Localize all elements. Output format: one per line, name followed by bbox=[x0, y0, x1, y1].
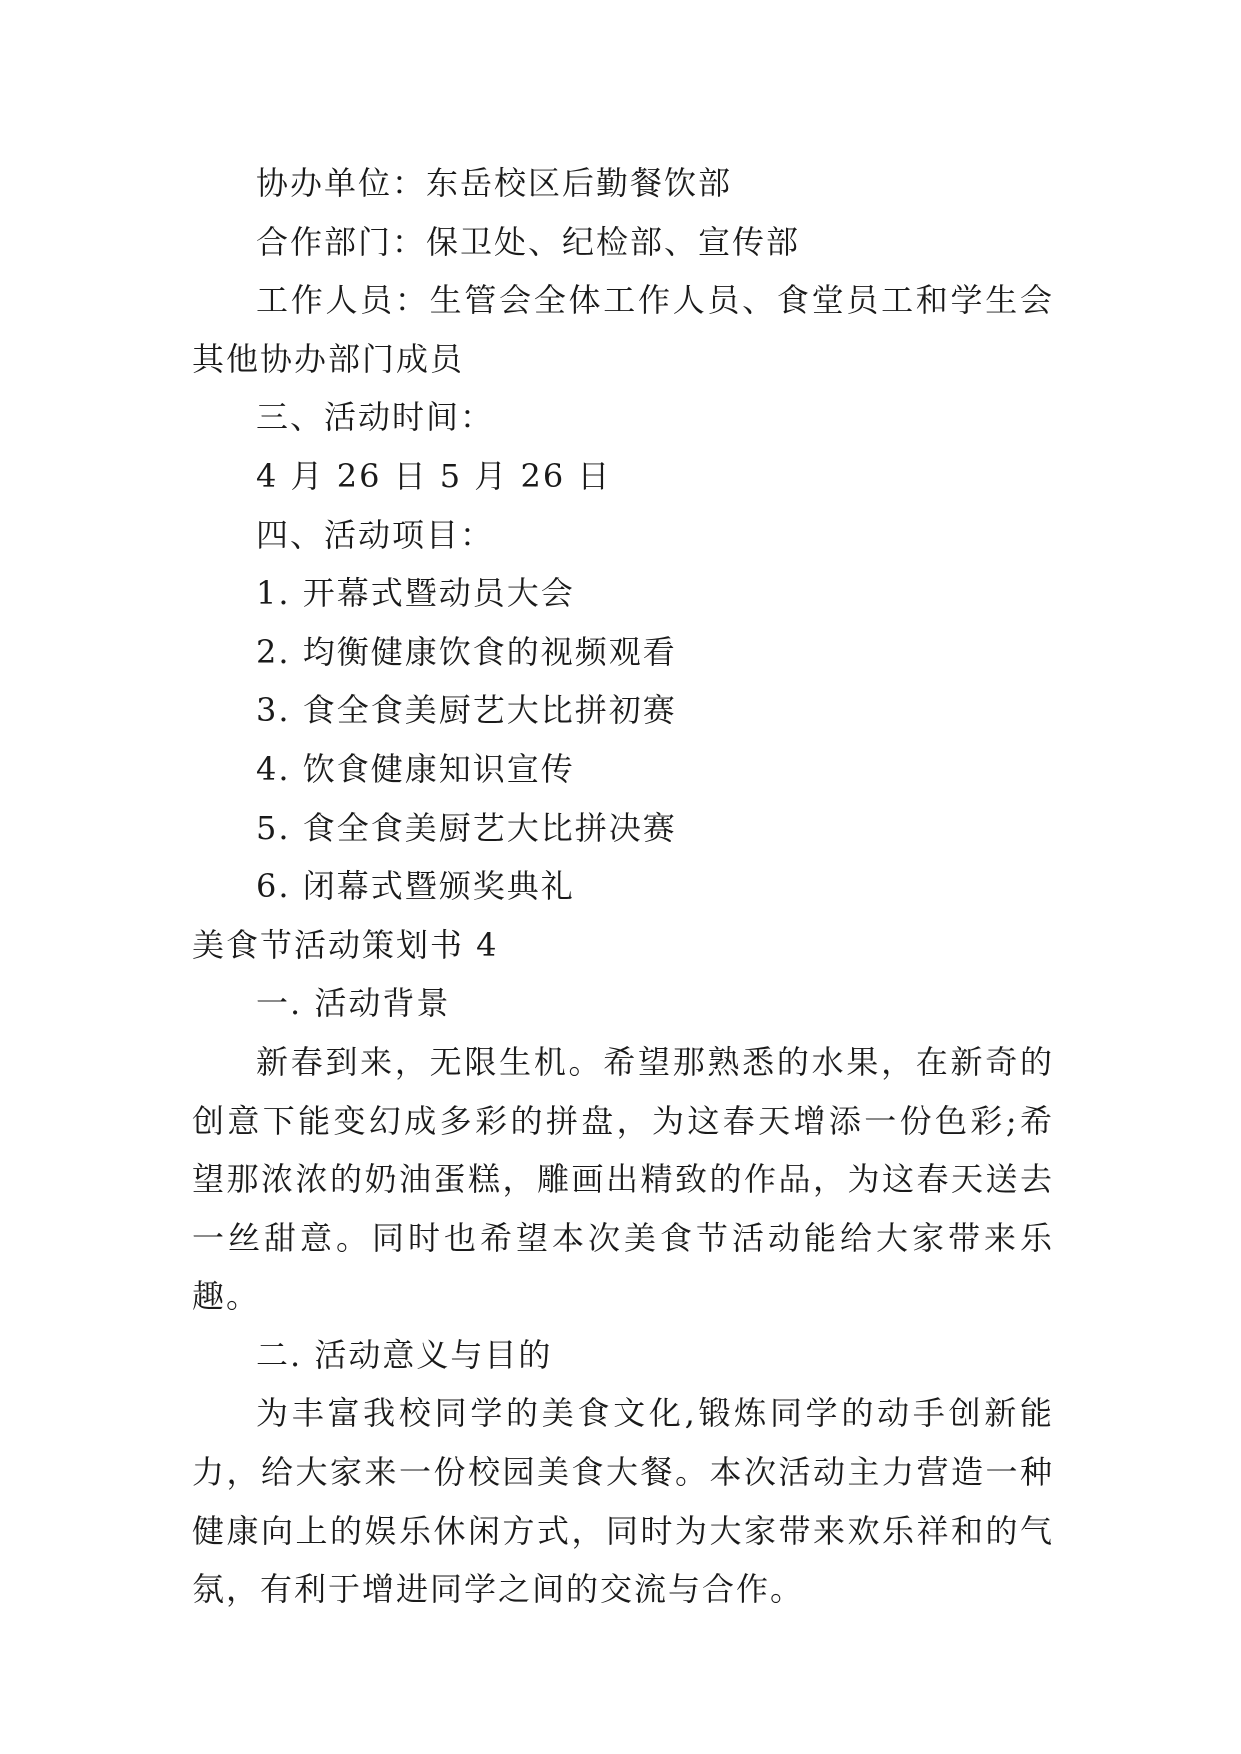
purpose-title: 二. 活动意义与目的 bbox=[256, 1335, 553, 1374]
list-item: 4. 饮食健康知识宣传 bbox=[256, 749, 575, 788]
partner-departments-line: 合作部门：保卫处、纪检部、宣传部 bbox=[256, 222, 801, 261]
purpose-paragraph: 为丰富我校同学的美食文化,锻炼同学的动手创新能力，给大家来一份校园美食大餐。本次活动主力营造一种健康向上的娱乐休闲方式，同时为大家带来欢乐祥和的气氛，有利于增进同学之间的交流与合作。 bbox=[192, 1394, 1054, 1609]
list-item: 3. 食全食美厨艺大比拼初赛 bbox=[256, 691, 677, 730]
list-item: 2. 均衡健康饮食的视频观看 bbox=[256, 632, 677, 671]
co-organizer-line: 协办单位：东岳校区后勤餐饮部 bbox=[256, 164, 733, 202]
document-body bbox=[192, 154, 1054, 1619]
background-title: 一. 活动背景 bbox=[256, 984, 451, 1023]
section-4-title: 四、活动项目： bbox=[256, 515, 495, 554]
section-3-title: 三、活动时间： bbox=[256, 398, 495, 437]
list-item: 6. 闭幕式暨颁奖典礼 bbox=[256, 867, 575, 906]
list-item: 5. 食全食美厨艺大比拼决赛 bbox=[256, 808, 677, 847]
section-3-date: 4 月 26 日 5 月 26 日 bbox=[256, 456, 612, 495]
staff-paragraph: 工作人员：生管会全体工作人员、食堂员工和学生会其他协办部门成员 bbox=[192, 281, 1054, 378]
list-item: 1. 开幕式暨动员大会 bbox=[256, 574, 575, 613]
background-paragraph: 新春到来，无限生机。希望那熟悉的水果，在新奇的创意下能变幻成多彩的拼盘，为这春天增添一份色彩;希望那浓浓的奶油蛋糕，雕画出精致的作品，为这春天送去一丝甜意。同时也希望本次美食节活动能给大家带来乐趣。 bbox=[192, 1042, 1054, 1316]
section-heading: 美食节活动策划书 4 bbox=[192, 925, 499, 964]
